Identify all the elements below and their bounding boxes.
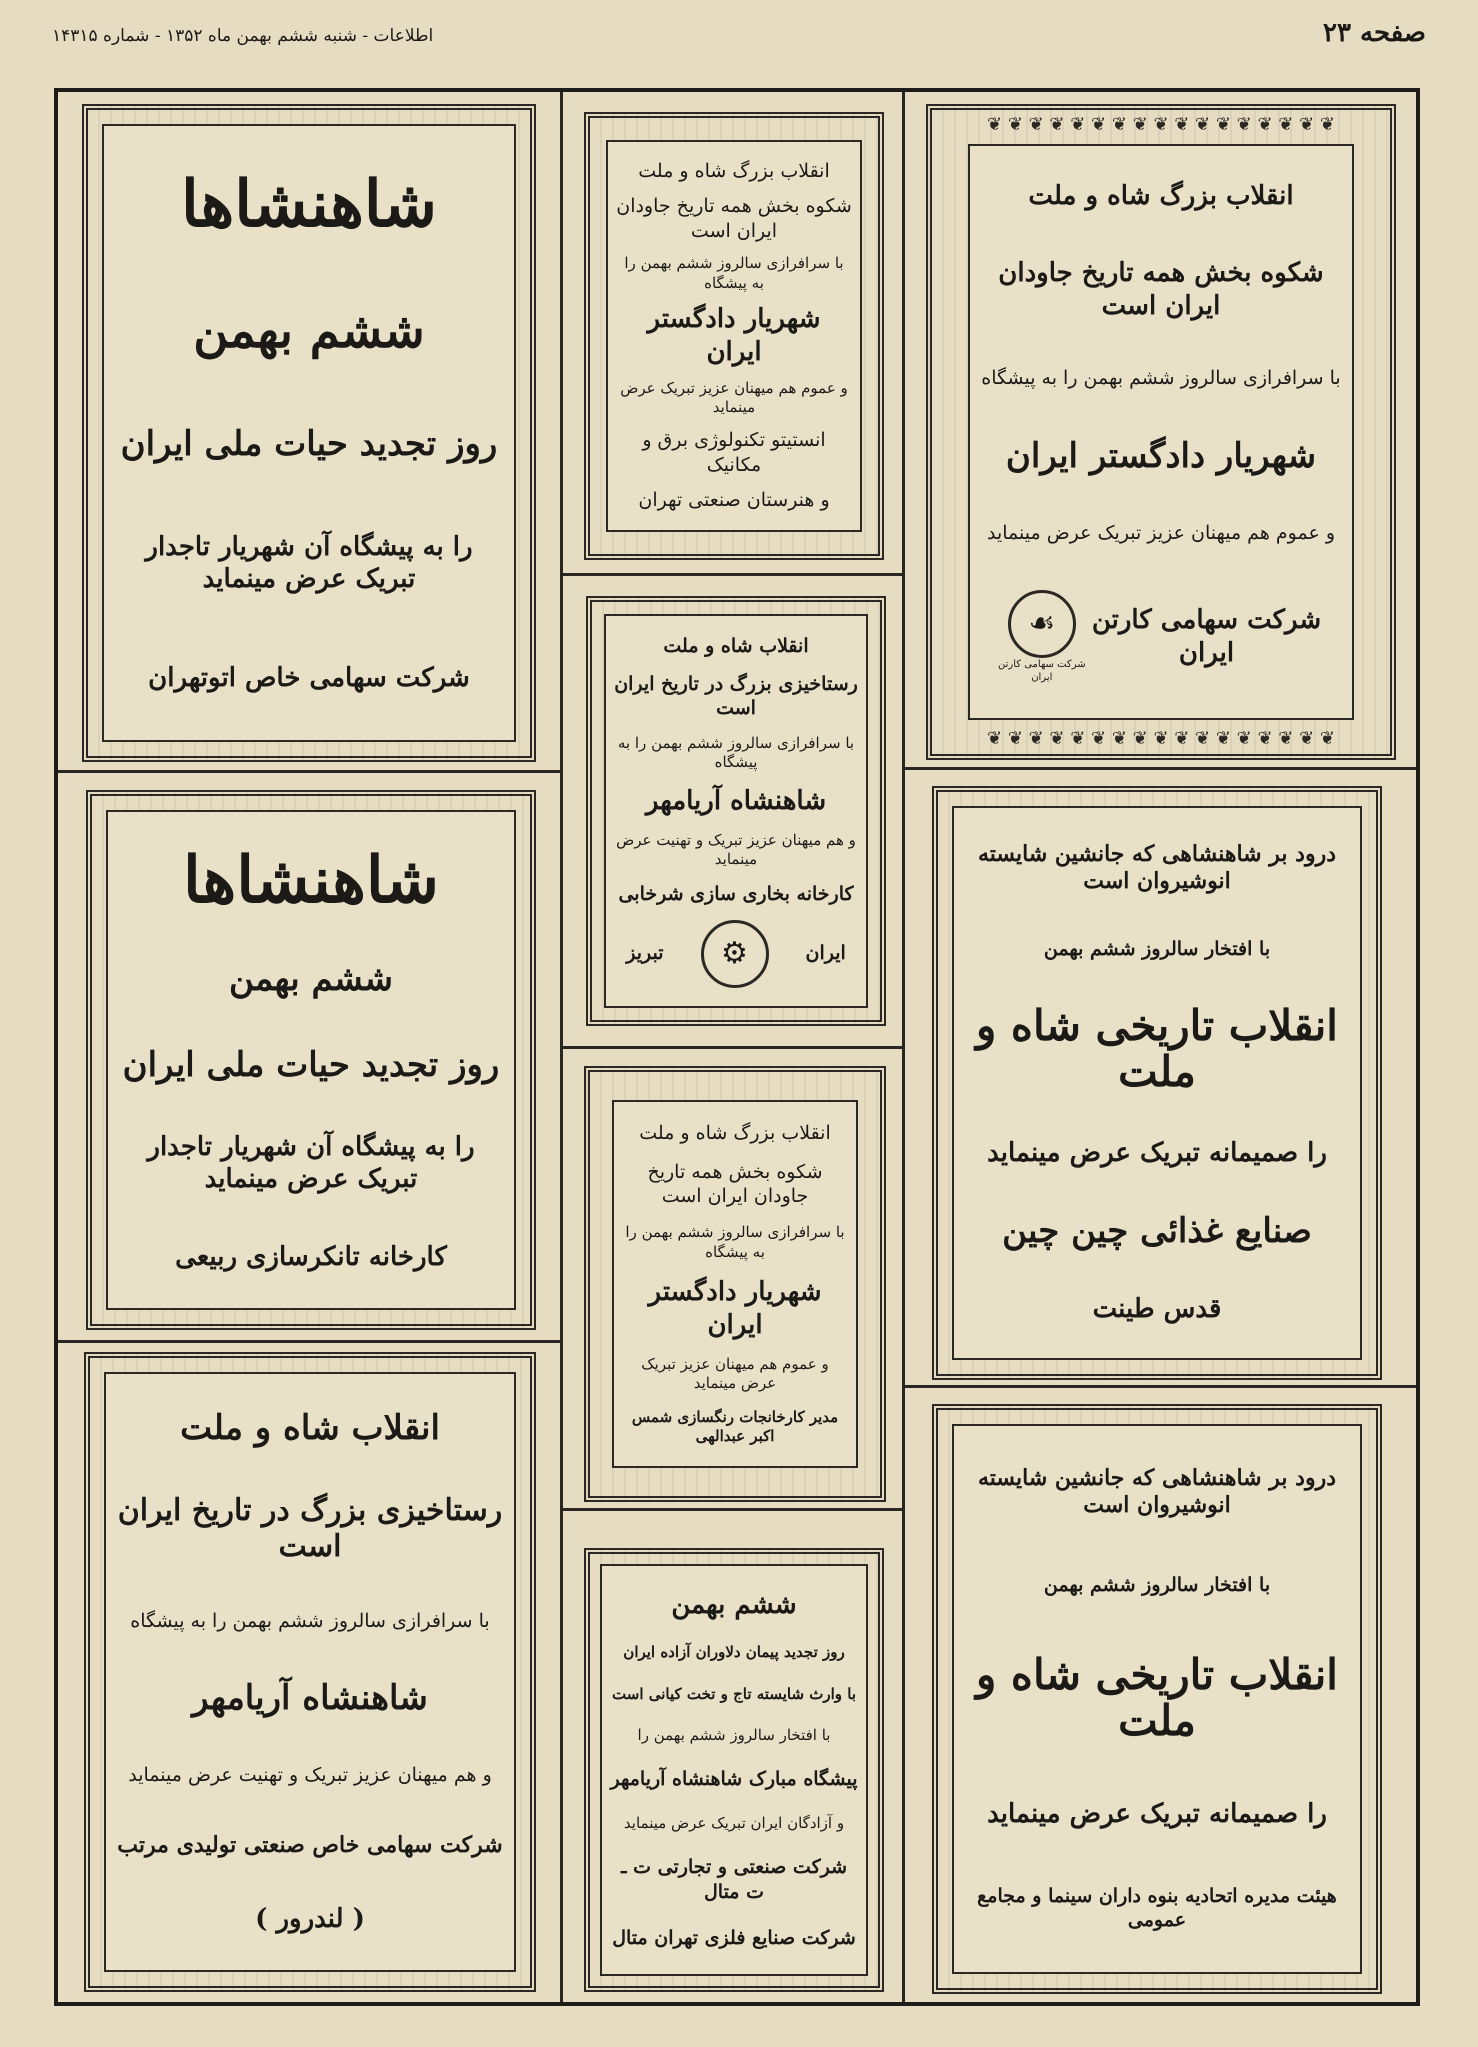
ad-title: شهریار دادگستر ایران [647, 304, 821, 367]
advertisement-electric-institute [584, 112, 884, 560]
ad-sponsor: شرکت صنایع فلزی تهران متال [612, 1927, 856, 1950]
row-divider [563, 573, 902, 576]
logo-caption: شرکت سهامی کارتن ایران [998, 658, 1086, 683]
company-logo-icon: ☙ [1008, 590, 1076, 658]
advertisement-shams-paint [584, 1066, 886, 1502]
ad-message: و عموم هم میهنان عزیز تبریک عرض مینماید [620, 378, 848, 417]
ad-message: با سرافرازی سالروز ششم بهمن را به پیشگاه [130, 1610, 490, 1633]
ad-message: و آزادگان ایران تبریک عرض مینماید [623, 1813, 845, 1832]
company-logo [996, 590, 1087, 684]
advertisement-chin-chin [932, 786, 1382, 1380]
ad-subtitle: شکوه بخش همه تاریخ جاودان ایران است [616, 195, 852, 242]
ad-message: و هم میهنان عزیز تبریک و تهنیت عرض مینماید [128, 1763, 492, 1786]
ad-title: شهریار دادگستر ایران [1005, 435, 1317, 476]
ad-sponsor: هیئت مدیره اتحادیه بنوه داران سینما و مجامع عمومی [977, 1884, 1337, 1932]
ad-place: ایران [805, 942, 846, 965]
ad-sponsor: ( لندرور ) [255, 1904, 365, 1935]
ad-headline: ششم بهمن [671, 1589, 797, 1620]
ad-headline: انقلاب بزرگ شاه و ملت [1028, 181, 1294, 212]
ad-subtitle: با وارث شایسته تاج و تخت کیانی است [612, 1684, 856, 1703]
advertisement-sharkhabi [586, 596, 886, 1026]
ad-subtitle: روز تجدید حیات ملی ایران [122, 1044, 500, 1085]
ad-headline: انقلاب بزرگ شاه و ملت [638, 160, 830, 183]
ad-message: با افتخار سالروز ششم بهمن را [637, 1725, 831, 1744]
ad-headline: شاهنشاها [180, 167, 438, 243]
ad-date: ششم بهمن [229, 958, 393, 999]
ad-subtitle: شکوه بخش همه تاریخ جاودان ایران است [647, 1160, 823, 1208]
ad-sponsor: کارخانه تانکرسازی ربیعی [175, 1241, 447, 1272]
ad-headline: انقلاب بزرگ شاه و ملت [639, 1121, 831, 1144]
factory-logo-icon: ⚙ [701, 920, 769, 988]
ad-title: پیشگاه مبارک شاهنشاه آریامهر [610, 1768, 858, 1791]
ad-headline: انقلاب شاه و ملت [663, 635, 809, 658]
ad-headline: درود بر شاهنشاهی که جانشین شایسته انوشیروان است [977, 1464, 1337, 1519]
ad-title: شهریار دادگستر ایران [648, 1277, 822, 1340]
row-divider [563, 1046, 902, 1049]
leaf-border-bottom: ❦ ❦ ❦ ❦ ❦ ❦ ❦ ❦ ❦ ❦ ❦ ❦ ❦ ❦ ❦ ❦ ❦ [987, 728, 1335, 749]
advertisement-otehran [82, 104, 536, 762]
ad-sponsor: شرکت سهامی خاص اتوتهران [148, 663, 470, 694]
ad-headline: انقلاب شاه و ملت [180, 1408, 440, 1449]
leaf-border-top: ❦ ❦ ❦ ❦ ❦ ❦ ❦ ❦ ❦ ❦ ❦ ❦ ❦ ❦ ❦ ❦ ❦ [987, 114, 1335, 135]
ad-sponsor: شرکت صنعتی و تجارتی ت ـ ت متال [620, 1856, 848, 1903]
column-divider [902, 92, 905, 2002]
ad-message: با سرافرازی سالروز ششم بهمن را به پیشگاه [617, 733, 855, 772]
row-divider [58, 1340, 560, 1343]
ad-title: انقلاب تاریخی شاه و ملت [976, 1649, 1338, 1745]
page-number: صفحه ۲۳ [1323, 18, 1426, 48]
ad-message: با سرافرازی سالروز ششم بهمن را به پیشگاه [981, 367, 1341, 390]
ad-subtitle: شکوه بخش همه تاریخ جاودان ایران است [998, 258, 1324, 321]
ad-message: و عموم هم میهنان عزیز تبریک عرض مینماید [986, 521, 1336, 544]
ad-title: انقلاب تاریخی شاه و ملت [976, 1001, 1338, 1097]
ad-subtitle: رستاخیزی بزرگ در تاریخ ایران است [117, 1493, 503, 1564]
ad-message: و هم میهنان عزیز تبریک و تهنیت عرض مینماید [616, 830, 856, 869]
ad-subtitle: با افتخار سالروز ششم بهمن [1043, 938, 1271, 961]
ad-headline: شاهنشاها [182, 842, 440, 918]
page-header [52, 18, 1426, 54]
ad-message: با سرافرازی سالروز ششم بهمن را به پیشگاه [624, 254, 844, 292]
ad-sponsor: شرکت سهامی کارتن ایران [1091, 605, 1322, 668]
row-divider [563, 1508, 902, 1511]
row-divider [905, 1385, 1416, 1388]
advertisement-carton-iran [926, 104, 1396, 760]
ad-sponsor: و هنرستان صنعتی تهران [638, 489, 830, 512]
ad-message: را به پیشگاه آن شهریار تاجدار تبریک عرض مینماید [145, 531, 473, 595]
ad-message: با سرافرازی سالروز ششم بهمن را به پیشگاه [625, 1223, 845, 1261]
ad-title: شاهنشاه آریامهر [645, 786, 827, 817]
ad-sponsor: قدس طینت [1092, 1293, 1222, 1324]
ad-sponsor: کارخانه بخاری سازی شرخابی [618, 883, 854, 906]
ad-subtitle: روز تجدید حیات ملی ایران [120, 423, 498, 464]
advertisement-rabiei [86, 790, 536, 1330]
advertisement-tehran-metal [584, 1548, 884, 1992]
newspaper-info: اطلاعات - شنبه ششم بهمن ماه ۱۳۵۲ - شماره ۱۴۳۱۵ [52, 26, 434, 46]
ad-subtitle: رستاخیزی بزرگ در تاریخ ایران است [614, 672, 858, 720]
ad-sponsor: مدیر کارخانجات رنگسازی شمس اکبر عبدالهی [631, 1407, 839, 1446]
ad-message: را صمیمانه تبریک عرض مینماید [987, 1798, 1327, 1829]
row-divider [905, 767, 1416, 770]
row-divider [58, 770, 560, 773]
advertisement-cinema-union [932, 1404, 1382, 1994]
ad-subtitle: روز تجدید پیمان دلاوران آزاده ایران [623, 1643, 845, 1662]
advertisement-land-rover [84, 1352, 536, 1992]
ad-message: و عموم هم میهنان عزیز تبریک عرض مینماید [641, 1354, 829, 1393]
ad-sponsor: صنایع غذائی چین چین [1002, 1210, 1312, 1251]
ad-date: ششم بهمن [193, 302, 425, 359]
ad-message: را صمیمانه تبریک عرض مینماید [987, 1137, 1327, 1168]
ad-place: تبریز [626, 942, 664, 965]
ad-title: شاهنشاه آریامهر [192, 1677, 428, 1718]
ad-sponsor: انستیتو تکنولوژی برق و مکانیک [642, 429, 826, 476]
ad-message: را به پیشگاه آن شهریار تاجدار تبریک عرض مینماید [147, 1131, 475, 1195]
ad-headline: درود بر شاهنشاهی که جانشین شایسته انوشیروان است [977, 840, 1337, 895]
ad-subtitle: با افتخار سالروز ششم بهمن [1043, 1574, 1271, 1597]
ad-sponsor: شرکت سهامی خاص صنعتی تولیدی مرتب [117, 1831, 503, 1858]
